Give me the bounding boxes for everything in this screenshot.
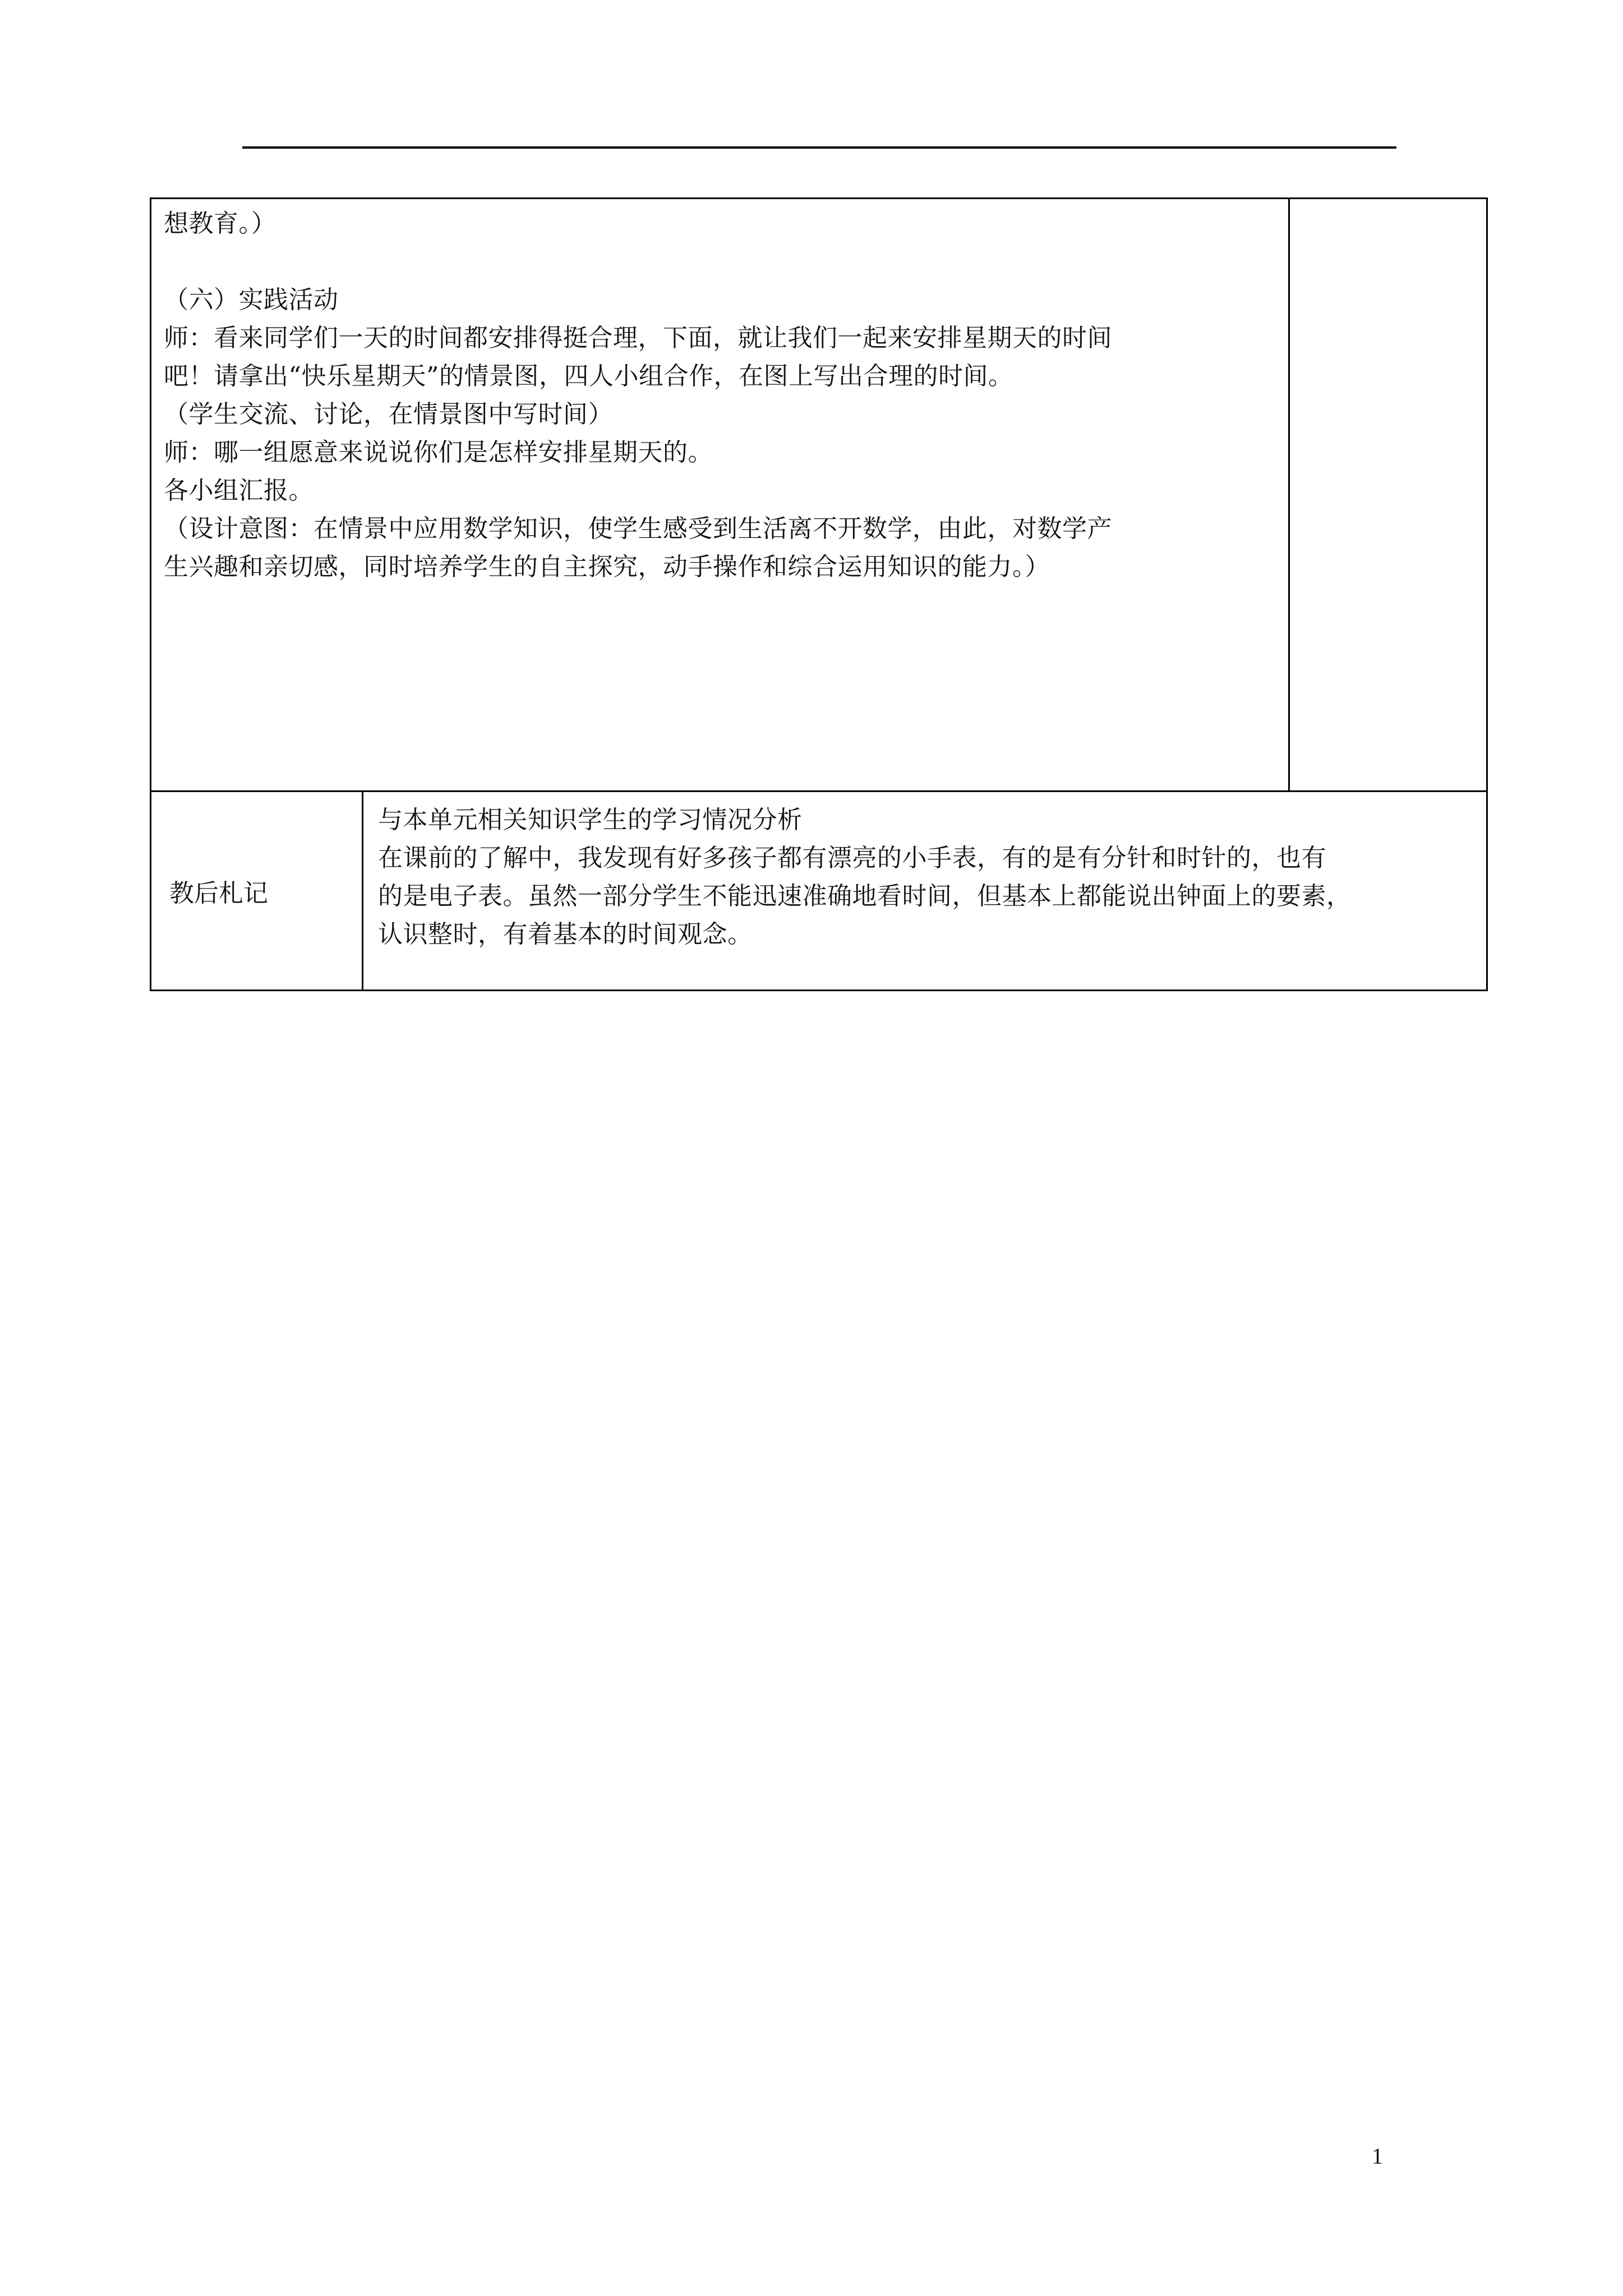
text-line: 各小组汇报。 (164, 476, 313, 505)
page-number: 1 (1372, 2143, 1383, 2169)
notes-label: 教后札记 (151, 792, 363, 991)
paragraph-gap (164, 243, 1288, 281)
section-heading: （六）实践活动 (164, 286, 339, 314)
notes-heading: 与本单元相关知识学生的学习情况分析 (378, 806, 803, 834)
lesson-table (150, 197, 1488, 991)
text-line: 想教育。） (164, 209, 276, 238)
header-rule (242, 146, 1396, 149)
text-line: 生兴趣和亲切感，同时培养学生的自主探究，动手操作和综合运用知识的能力。） (164, 553, 1050, 581)
notes-row (151, 792, 1487, 991)
text-line: （设计意图：在情景中应用数学知识，使学生感受到生活离不开数学，由此，对数学产 (164, 514, 1112, 543)
margin-notes-cell (1289, 199, 1487, 792)
text-line: 师：哪一组愿意来说说你们是怎样安排星期天的。 (164, 438, 713, 467)
text-line: 在课前的了解中，我发现有好多孩子都有漂亮的小手表，有的是有分针和时针的，也有 (378, 844, 1326, 872)
notes-body-cell (363, 792, 1487, 991)
lesson-content-cell (151, 199, 1289, 792)
text-line: （学生交流、讨论，在情景图中写时间） (164, 400, 613, 429)
text-line: 吧！请拿出“快乐星期天”的情景图，四人小组合作，在图上写出合理的时间。 (164, 362, 1013, 390)
text-line: 认识整时，有着基本的时间观念。 (378, 920, 753, 949)
lesson-row (151, 199, 1487, 792)
text-line: 的是电子表。虽然一部分学生不能迅速准确地看时间，但基本上都能说出钟面上的要素， (378, 882, 1352, 910)
text-line: 师：看来同学们一天的时间都安排得挺合理，下面，就让我们一起来安排星期天的时间 (164, 324, 1112, 352)
